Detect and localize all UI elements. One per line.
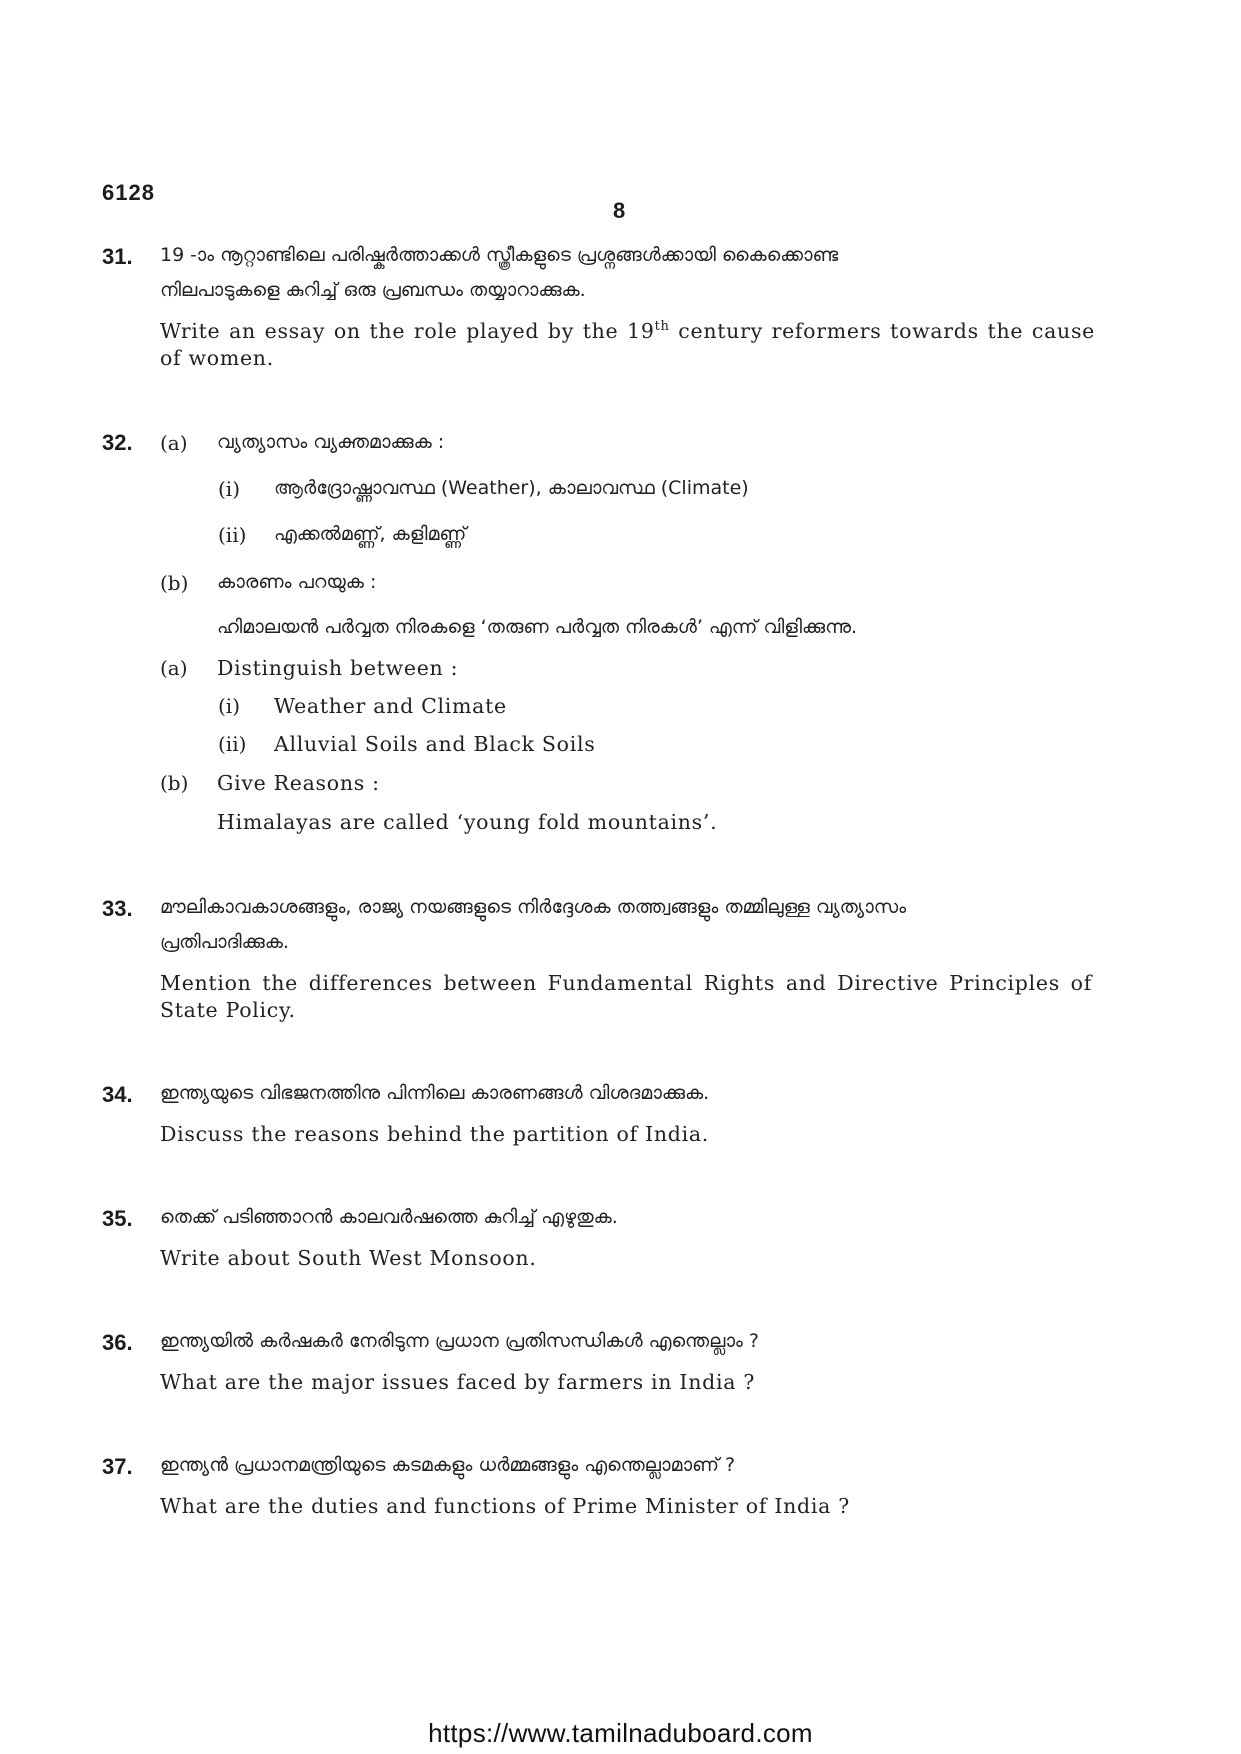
question-number-31: 31.: [102, 244, 133, 269]
q36-malayalam-text: ഇന്ത്യയിൽ കർഷകർ നേരിടുന്ന പ്രധാന പ്രതിസന്ധികൾ എന്തെല്ലാം ?: [160, 1330, 760, 1352]
q32-en-i-text: Weather and Climate: [274, 694, 507, 718]
q32-ml-b-detail: ഹിമാലയൻ പർവ്വത നിരകളെ ‘തരുണ പർവ്വത നിരകൾ’ എന്ന് വിളിക്കുന്നു.: [217, 616, 858, 638]
q37-malayalam-text: ഇന്ത്യൻ പ്രധാനമന്ത്രിയുടെ കടമകളും ധർമ്മങ്ങളും എന്തെല്ലാമാണ് ?: [160, 1454, 736, 1476]
q32-ml-i-text: ആർദ്രോഷ്ണാവസ്ഥ (Weather), കാലാവസ്ഥ (Climate): [274, 477, 749, 499]
q33-english-text: Mention the differences between Fundamental Rights and Directive Principles of State Policy.: [160, 971, 1092, 1022]
q31-malayalam-line2: നിലപാടുകളെ കുറിച്ച് ഒരു പ്രബന്ധം തയ്യാറാക്കുക.: [160, 279, 586, 301]
q31-english-after: century reformers towards the cause of women.: [160, 319, 1095, 370]
q32-en-i-label: (i): [218, 694, 241, 718]
q31-malayalam-line1: 19 -ാം നൂറ്റാണ്ടിലെ പരിഷ്കർത്താക്കൾ സ്ത്രീകളുടെ പ്രശ്നങ്ങൾക്കായി കൈക്കൊണ്ട: [160, 244, 839, 266]
q32-ml-b-label: (b): [160, 571, 189, 595]
q35-english-text: Write about South West Monsoon.: [160, 1246, 537, 1270]
footer-url: https://www.tamilnaduboard.com: [428, 1718, 813, 1748]
q31-english-before: Write an essay on the role played by the 19: [160, 319, 655, 343]
q32-en-a-label: (a): [160, 656, 188, 680]
q31-english-text: [160, 318, 1095, 372]
question-number-32: 32.: [102, 430, 133, 455]
q32-ml-ii-label: (ii): [218, 523, 247, 547]
q32-en-b-detail: Himalayas are called ‘young fold mountains’.: [217, 810, 718, 834]
q34-english-text: Discuss the reasons behind the partition of India.: [160, 1122, 710, 1146]
page-number: 8: [613, 198, 626, 223]
question-number-37: 37.: [102, 1454, 133, 1479]
q37-english-text: What are the duties and functions of Prime Minister of India ?: [160, 1494, 850, 1518]
q32-en-ii-text: Alluvial Soils and Black Soils: [274, 732, 596, 756]
q34-malayalam-text: ഇന്ത്യയുടെ വിഭജനത്തിനു പിന്നിലെ കാരണങ്ങൾ വിശദമാക്കുക.: [160, 1082, 710, 1104]
question-number-36: 36.: [102, 1330, 133, 1355]
question-number-33: 33.: [102, 896, 133, 921]
q32-ml-a-text: വ്യത്യാസം വ്യക്തമാക്കുക :: [217, 431, 445, 453]
q32-en-a-text: Distinguish between :: [217, 656, 459, 680]
q32-en-b-text: Give Reasons :: [217, 771, 380, 795]
q33-malayalam-line2: പ്രതിപാദിക്കുക.: [160, 931, 289, 953]
question-number-34: 34.: [102, 1082, 133, 1107]
q32-ml-i-label: (i): [218, 477, 241, 501]
paper-code: 6128: [102, 180, 155, 205]
q32-ml-a-label: (a): [160, 431, 188, 455]
q32-en-b-label: (b): [160, 771, 189, 795]
q33-malayalam-line1: മൗലികാവകാശങ്ങളും, രാജ്യ നയങ്ങളുടെ നിർദ്ദേശക തത്ത്വങ്ങളും തമ്മിലുള്ള വ്യത്യാസം: [160, 896, 907, 918]
q35-malayalam-text: തെക്ക് പടിഞ്ഞാറൻ കാലവർഷത്തെ കുറിച്ച് എഴുതുക.: [160, 1206, 618, 1228]
q32-en-ii-label: (ii): [218, 732, 247, 756]
q36-english-text: What are the major issues faced by farmers in India ?: [160, 1370, 756, 1394]
q32-ml-b-text: കാരണം പറയുക :: [217, 571, 377, 593]
q31-english-superscript: th: [654, 319, 670, 335]
question-number-35: 35.: [102, 1206, 133, 1231]
q32-ml-ii-text: എക്കൽമണ്ണ്, കളിമണ്ണ്: [274, 523, 467, 545]
